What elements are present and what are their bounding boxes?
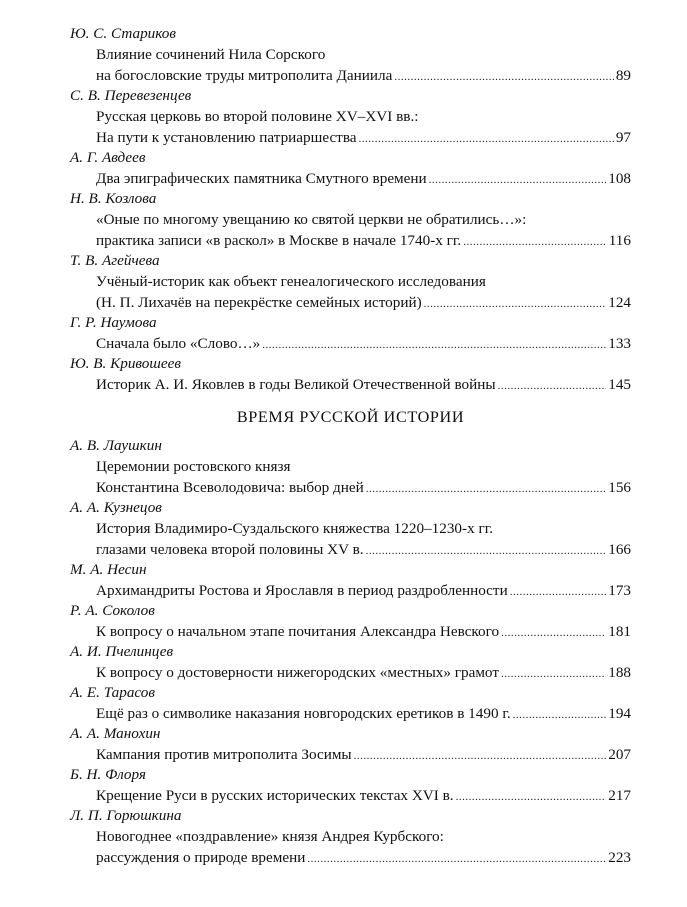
entry-title-last-line (70, 703, 631, 724)
entry-author: А. Е. Тарасов (70, 684, 155, 701)
entry-title-text: глазами человека второй половины XV в. (96, 541, 364, 558)
entry-title-text: К вопросу о достоверности нижегородских «местных» грамот (96, 664, 499, 681)
entry-title-last-line (70, 374, 631, 395)
entry-title-text: Кампания против митрополита Зосимы (96, 746, 352, 763)
dot-leader (456, 787, 607, 808)
entry-title-last-line (70, 785, 631, 806)
page-number: 116 (608, 232, 631, 249)
page-number: 156 (608, 479, 631, 496)
toc-list-bottom (70, 436, 631, 868)
entry-title-text: Архимандриты Ростова и Ярославля в период раздробленности (96, 582, 508, 599)
entry-author: Т. В. Агейчева (70, 252, 160, 269)
entry-title-text: рассуждения о природе времени (96, 849, 306, 866)
toc-entry (70, 313, 631, 354)
entry-title-text: К вопросу о начальном этапе почитания Александра Невского (96, 623, 500, 640)
entry-title-last-line (70, 662, 631, 683)
entry-author: Л. П. Горюшкина (70, 807, 182, 824)
entry-title-text: Два эпиграфических памятника Смутного времени (96, 170, 427, 187)
entry-author: Ю. С. Стариков (70, 25, 176, 42)
dot-leader (262, 335, 606, 356)
entry-author: Г. Р. Наумова (70, 314, 157, 331)
toc-entry (70, 251, 631, 313)
page-number: 133 (608, 335, 631, 352)
entry-title-line: Учёный-историк как объект генеалогического исследования (96, 273, 486, 290)
page-number: 217 (608, 787, 631, 804)
dot-leader (394, 67, 614, 88)
page-number: 188 (608, 664, 631, 681)
entry-title-last-line (70, 744, 631, 765)
dot-leader (424, 294, 607, 315)
dot-leader (307, 849, 606, 870)
dot-leader (510, 582, 607, 603)
entry-author: С. В. Перевезенцев (70, 87, 192, 104)
dot-leader (366, 479, 606, 500)
page-number: 124 (608, 294, 631, 311)
entry-title-text: Крещение Руси в русских исторических текстах XVI в. (96, 787, 454, 804)
entry-author: А. А. Манохин (70, 725, 161, 742)
dot-leader (359, 129, 614, 150)
entry-title-line: История Владимиро-Суздальского княжества 1220–1230-х гг. (96, 520, 494, 537)
dot-leader (501, 664, 606, 685)
toc-entry (70, 560, 631, 601)
page-number: 97 (615, 129, 631, 146)
entry-author: Н. В. Козлова (70, 190, 157, 207)
page-number: 166 (608, 541, 631, 558)
page-number: 108 (608, 170, 631, 187)
entry-title-line: Церемонии ростовского князя (96, 458, 291, 475)
toc-entry (70, 148, 631, 189)
entry-title-last-line (70, 580, 631, 601)
entry-title-text: на богословские труды митрополита Даниила (96, 67, 393, 84)
entry-author: Ю. В. Кривошеев (70, 355, 181, 372)
section-heading: ВРЕМЯ РУССКОЙ ИСТОРИИ (236, 408, 465, 426)
entry-title-text: Историк А. И. Яковлев в годы Великой Отечественной войны (96, 376, 496, 393)
toc-entry (70, 354, 631, 395)
entry-title-last-line (70, 539, 631, 560)
entry-title-last-line (70, 230, 631, 251)
toc-entry (70, 724, 631, 765)
entry-title-last-line (70, 847, 631, 868)
entry-title-line: Русская церковь во второй половине XV–XVI вв.: (96, 108, 419, 125)
entry-title-last-line (70, 477, 631, 498)
entry-title-line: «Оные по многому увещанию ко святой церкви не обратились…»: (96, 211, 527, 228)
entry-title-last-line (70, 621, 631, 642)
entry-title-text: практика записи «в раскол» в Москве в начале 1740-х гг. (96, 232, 462, 249)
entry-title-text: Ещё раз о символике наказания новгородских еретиков в 1490 г. (96, 705, 511, 722)
dot-leader (463, 232, 607, 253)
toc-entry (70, 601, 631, 642)
entry-title-text: На пути к установлению патриаршества (96, 129, 357, 146)
entry-title-last-line (70, 292, 631, 313)
page-number: 173 (608, 582, 631, 599)
entry-author: А. Г. Авдеев (70, 149, 146, 166)
entry-author: Б. Н. Флоря (70, 766, 146, 783)
entry-author: А. И. Пчелинцев (70, 643, 174, 660)
toc-entry (70, 86, 631, 148)
entry-title-line: Влияние сочинений Нила Сорского (96, 46, 326, 63)
entry-title-last-line (70, 65, 631, 86)
toc-entry (70, 765, 631, 806)
dot-leader (498, 376, 607, 397)
dot-leader (513, 705, 607, 726)
toc-entry (70, 24, 631, 86)
entry-title-text: Константина Всеволодовича: выбор дней (96, 479, 364, 496)
page-number: 181 (608, 623, 631, 640)
page-number: 207 (608, 746, 631, 763)
page-number: 89 (615, 67, 631, 84)
page-number: 223 (608, 849, 631, 866)
entry-title-text: (Н. П. Лихачёв на перекрёстке семейных историй) (96, 294, 422, 311)
entry-title-text: Сначала было «Слово…» (96, 335, 261, 352)
entry-title-line: Новогоднее «поздравление» князя Андрея Курбского: (96, 828, 444, 845)
entry-title-last-line (70, 127, 631, 148)
entry-author: М. А. Несин (70, 561, 147, 578)
dot-leader (501, 623, 606, 644)
toc-entry (70, 436, 631, 498)
entry-author: Р. А. Соколов (70, 602, 155, 619)
toc-entry (70, 683, 631, 724)
toc-entry (70, 498, 631, 560)
toc-list-top (70, 24, 631, 395)
dot-leader (354, 746, 607, 767)
entry-title-last-line (70, 333, 631, 354)
page-number: 194 (608, 705, 631, 722)
toc-entry (70, 189, 631, 251)
toc-entry (70, 806, 631, 868)
dot-leader (429, 170, 607, 191)
entry-author: А. А. Кузнецов (70, 499, 162, 516)
entry-title-last-line (70, 168, 631, 189)
toc-entry (70, 642, 631, 683)
dot-leader (366, 541, 607, 562)
entry-author: А. В. Лаушкин (70, 437, 162, 454)
page-number: 145 (608, 376, 631, 393)
